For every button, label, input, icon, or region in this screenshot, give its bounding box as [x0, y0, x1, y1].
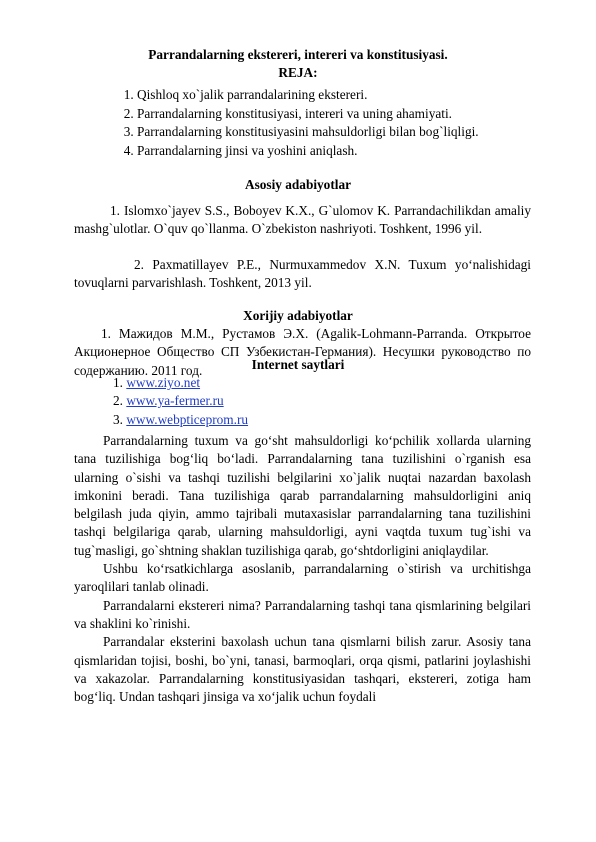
paragraph: Parrandalar eksterini baxolash uchun tana qismlarni bilish zarur. Asosiy tana qismlaridan tojisi, boshi, bo`yni, tanasi, barmoqlari, orqa qismi, patlarini joylashishi va xakazolar. Parrandalarning konstitusiyasidan tashqari, ekstereri, zotiga ham bog‘liq. Undan tashqari jinsiga va xo‘jalik uchun foydali — [74, 634, 531, 705]
paragraph: Parrandalarni ekstereri nima? Parrandalarning tashqi tana qismlarining belgilari va shaklini ko`rinishi. — [74, 597, 531, 631]
foreign-literature-heading: Xorijiy adabiyotlar — [243, 308, 353, 323]
literature-entry: 1. Мажидов М.М., Рустамов Э.Х. (Agalik-Lohmann-Parranda. Открытое Акционерное Общество СП Узбекистан-Германия). Несушки руководство по содержанию. 2011 год. — [74, 326, 531, 378]
website-link[interactable]: www.ziyo.net — [126, 375, 201, 390]
plan-item: 2. Parrandalarning konstitusiyasi, intereri va uning ahamiyati. — [137, 105, 567, 124]
main-literature-heading: Asosiy adabiyotlar — [244, 177, 352, 192]
website-link[interactable]: www.ya-fermer.ru — [126, 393, 224, 409]
plan-heading: REJA: — [278, 65, 318, 80]
link-number: 2. — [113, 393, 123, 409]
internet-heading: Internet saytlari — [251, 357, 345, 372]
website-link[interactable]: www.webpticeprom.ru — [126, 411, 249, 427]
internet-link-item — [113, 411, 248, 429]
plan-item: 1. Qishloq xo`jalik parrandalarining ekstereri. — [137, 86, 567, 105]
document-title: Parrandalarning ekstereri, intereri va konstitusiyasi. — [148, 47, 448, 62]
link-number: 1. — [113, 375, 123, 390]
paragraph: Parrandalarning tuxum va go‘sht mahsuldorligi ko‘pchilik xollarda ularning tana tuzilishiga bog‘liq bo‘ladi. Parrandalarning tana tuzilishini o`rganish esa ularning o`sishi va tashqi tuzilishi belgilarini xo`jalik nuqtai nazardan baxolash imkonini beradi. Tana tuzilishiga qarab parrandalarning mahsuldorligini aniq belgilash juda qiyin, ammo tajribali mutaxasislar parrandalarning tana tuzilishini tashqi belgilariga qarab, ularning mahsuldorligi, ayni vaqtda tuxum tug`ishi va tug`masligi, go`shtning shaklan tuzilishiga qarab, go‘shtdorligini aniqlaydilar. — [74, 433, 531, 558]
literature-entry: 1. Islomxo`jayev S.S., Boboyev K.X., G`ulomov K. Parrandachilikdan amaliy mashg`ulotlar. O`quv qo`llanma. O`zbekiston nashriyoti. Toshkent, 1996 yil. — [74, 203, 531, 237]
plan-item: 4. Parrandalarning jinsi va yoshini aniqlash. — [137, 142, 567, 161]
paragraph: Ushbu ko‘rsatkichlarga asoslanib, parrandalarning o`stirish va urchitishga yaroqlilari tanlab olinadi. — [74, 561, 531, 595]
link-number: 3. — [113, 411, 123, 427]
main-literature-item — [74, 256, 531, 293]
plan-list — [116, 86, 567, 160]
main-literature-item — [74, 202, 531, 239]
internet-link-item — [113, 392, 248, 410]
body-text — [74, 432, 531, 706]
internet-links-list — [101, 374, 248, 429]
internet-link-item — [113, 374, 248, 392]
plan-item: 3. Parrandalarning konstitusiyasini mahsuldorligi bilan bog`liqligi. — [137, 123, 567, 142]
literature-entry: 2. Paxmatillayev P.E., Nurmuxammedov X.N. Tuxum yo‘nalishidagi tovuqlarni parvarishlash. Toshkent, 2013 yil. — [74, 257, 531, 291]
